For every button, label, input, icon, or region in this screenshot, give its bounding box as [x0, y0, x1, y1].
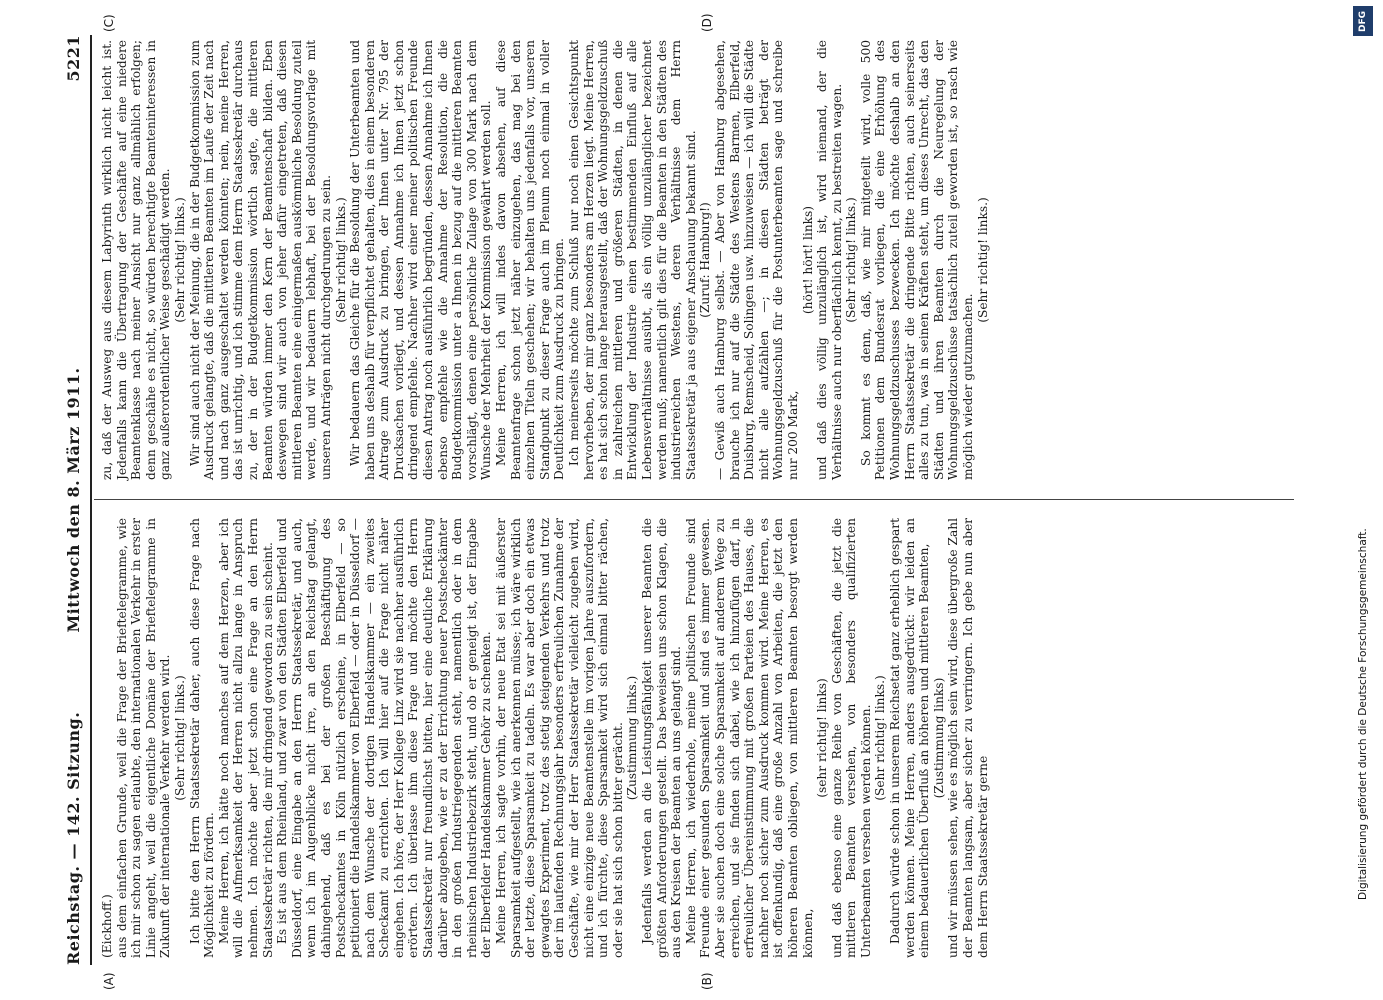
margin-mark-d: (D)	[700, 13, 714, 32]
interjection: (sehr richtig! links)	[815, 678, 830, 798]
paragraph: Jedenfalls werden an die Leistungsfähigkeit unserer Beamten die größten Anforderungen gestellt. Das beweisen uns schon Klagen, die aus den Kreisen der Beamten an uns gelangt sind.	[639, 518, 684, 958]
interjection: (Sehr richtig! links.)	[172, 675, 187, 801]
header-rule	[90, 35, 92, 965]
interjection: (Zustimmung links.)	[625, 675, 640, 801]
page-header	[60, 35, 90, 965]
paragraph: und wir müssen sehen, wie es möglich sein wird, diese übergroße Zahl der Beamten langsam, aber sicher zu verringern. Ich gebe nun aber dem Herrn Staatssekretär gerne	[946, 518, 990, 958]
left-column	[100, 518, 990, 958]
paragraph: Meine Herren, ich sagte vorhin, der neue Etat sei mit äußerster Sparsamkeit aufgestellt, wie ich anerkennen müsse; ich wäre wirklich der letzte, diese Sparsamkeit zu tadeln. Es war aber doch ein etwas gewagtes Experiment, trotz des stetig steigenden Verkehrs und trotz der im laufenden Rechnungsjahr besonders erfreulichen Zunahme der Geschäfte, wie mir der Herr Staatssekretär vielleicht zugeben wird, nicht eine einzige neue Beamtenstelle im vorigen Jahre auszufordern, und ich fürchte, diese Sparsamkeit wird sich einmal bitter rächen, oder sie hat sich schon bitter gerächt.	[494, 518, 625, 958]
paragraph: Wir sind auch nicht der Meinung, die in der Budgetkommission zum Ausdruck gelangte, daß die mittleren Beamten im Laufe der Zeit nach und nach ganz ausgeschaltet werden könnten; nein, meine Herren, das ist unrichtig, und ich stimme dem Herrn Staatssekretär durchaus zu, der in der Budgetkommission wörtlich sagte, die mittleren Beamten würden immer den Kern der Beamtenschaft bilden. Eben deswegen sind wir auch von jeher dafür eingetreten, daß diesen mittleren Beamten eine einigermaßen auskömmliche Besoldung zuteil werde, und wir bedauern lebhaft, bei der Besoldungsvorlage mit unseren Anträgen nicht durchgedrungen zu sein.	[187, 40, 333, 480]
interjection: (Sehr richtig! links.)	[844, 197, 859, 323]
interjection: (Zustimmung links)	[931, 677, 946, 799]
margin-mark-c: (C)	[102, 14, 116, 32]
side-strip	[1343, 0, 1383, 1000]
paragraph: zu, daß der Ausweg aus diesem Labyrinth wirklich nicht leicht ist. Jedenfalls kann die Übertragung der Geschäfte auf eine niedere Beamtenklasse nach meiner Ansicht nur ganz allmählich erfolgen; denn geschähe es nicht, so würden berechtigte Beamteninteressen in ganz außerordentlicher Weise geschädigt werden.	[100, 40, 173, 480]
column-divider	[94, 499, 1294, 500]
header-session: Reichstag. — 142. Sitzung.	[64, 711, 83, 965]
paragraph: Wir bedauern das Gleiche für die Besoldung der Unterbeamten und haben uns deshalb für verpflichtet gehalten, dies in einem besonderen Antrage zum Ausdruck zu bringen, der Ihnen unter Nr. 795 der Drucksachen vorliegt, und dessen Annahme ich Ihnen jetzt schon dringend empfehle. Nachher wird einer meiner politischen Freunde diesen Antrag noch ausführlich begründen, dessen Annahme ich Ihnen ebenso empfehle wie die Annahme der Resolution, die die Budgetkommission unter a Ihnen in bezug auf die mittleren Beamten vorschlägt, denen eine persönliche Zulage von 300 Mark nach dem Wunsche der Mehrheit der Kommission gewährt werden soll.	[348, 40, 494, 480]
interjection: (Sehr richtig! links.)	[873, 675, 888, 801]
paragraph: Meine Herren, ich wiederhole, meine politischen Freunde sind Freunde einer gesunden Sparsamkeit und sind es immer gewesen. Aber sie suchen doch eine solche Sparsamkeit auf anderem Wege zu erreichen, und sie finden sich dabei, wie ich hinzufügen darf, in erfreulicher Übereinstimmung mit großen Parteien des Hauses, die nachher noch sicher zum Ausdruck kommen wird. Meine Herren, es ist offenkundig, daß eine große Anzahl von Arbeiten, die jetzt den höheren Beamten obliegen, von mittleren Beamten besorgt werden können,	[683, 518, 815, 958]
paragraph: und daß dies völlig unzulänglich ist, wird niemand, der die Verhältnisse auch nur oberflächlich kennt, zu bestreiten wagen.	[815, 40, 844, 480]
header-page-number: 5221	[64, 35, 83, 82]
header-date: Mittwoch den 8. März 1911.	[64, 367, 83, 633]
interjection: (Zuruf: Hamburg!)	[698, 202, 713, 318]
paragraph: aus dem einfachen Grunde, weil die Frage der Brieftelegramme, wie ich mir schon zu sagen erlaubte, den internationalen Verkehr in erster Linie angeht, weil die eigentliche Domäne der Brieftelegramme in Zukunft der internationale Verkehr werden wird.	[114, 518, 173, 958]
interjection: (Sehr richtig! links.)	[172, 197, 187, 323]
margin-mark-a: (A)	[102, 972, 116, 990]
paragraph: Dadurch würde schon in unserem Reichsetat ganz erheblich gespart werden können. Meine Herren, anders ausgedrückt: wir leiden an einem bedauerlichen Überfluß an höheren und mittleren Beamten,	[888, 518, 932, 958]
interjection: (Sehr richtig! links.)	[975, 197, 990, 323]
paragraph: und daß ebenso eine ganze Reihe von Geschäften, die jetzt die mittleren Beamten versehen, von besonders qualifizierten Unterbeamten versehen werden können.	[829, 518, 873, 958]
paragraph: Meine Herren, ich hätte noch manches auf dem Herzen, aber ich will die Aufmerksamkeit der Herren nicht allzu lange in Anspruch nehmen. Ich möchte aber jetzt schon eine Frage an den Herrn Staatssekretär richten, die mir dringend geworden zu sein scheint.	[216, 518, 275, 958]
margin-mark-b: (B)	[700, 972, 714, 990]
paragraph: — Gewiß auch Hamburg selbst. — Aber von Hamburg abgesehen, brauche ich nur auf die Städte des Westens Barmen, Elberfeld, Duisburg, Remscheid, Solingen usw. hinzuweisen — ich will die Städte nicht alle aufzählen —; in diesen Städten beträgt der Wohnungsgeldzuschuß für die Postunterbeamten sage und schreibe nur 200 Mark,	[712, 40, 800, 480]
paragraph: Ich meinerseits möchte zum Schluß nur noch einen Gesichtspunkt hervorheben, der mir ganz besonders am Herzen liegt. Meine Herren, es hat sich schon lange herausgestellt, daß der Wohnungsgeldzuschuß in zahlreichen mittleren und größeren Städten, in denen die Entwicklung der Industrie einen bestimmenden Einfluß auf alle Lebensverhältnisse ausübt, als ein völlig unzulänglicher bezeichnet werden muß; namentlich gilt dies für die Beamten in den Städten des industriereichen Westens, deren Verhältnisse dem Herrn Staatssekretär ja aus eigener Anschauung bekannt sind.	[567, 40, 698, 480]
interjection: (hört! hört! links)	[800, 205, 815, 315]
dfg-logo: DFG	[1353, 6, 1373, 36]
paragraph: Es ist aus dem Rheinland, und zwar von den Städten Elberfeld und Düsseldorf, eine Eingabe an den Herrn Staatssekretär, und auch, wenn ich im Augenblicke nicht irre, an den Reichstag gelangt, dahingehend, daß es bei der großen Beschäftigung des Postscheckamtes in Köln nützlich erscheine, in Elberfeld — so petitioniert die Handelskammer von Elberfeld — oder in Düsseldorf — nach dem Wunsche der dortigen Handelskammer — ein zweites Scheckamt zu errichten. Ich will hier auf die Frage nicht näher eingehen. Ich höre, der Herr Kollege Linz wird sie nachher ausführlich erörtern. Ich überlasse ihm diese Frage und möchte den Herrn Staatssekretär nur freundlichst bitten, hier eine deutliche Erklärung darüber abzugeben, wie er zu der Errichtung neuer Postscheckämter in den großen Industriegegenden steht, namentlich oder in dem rheinischen Industriebezirk steht, und ob er geneigt ist, der Eingabe der Elberfelder Handelskammer Gehör zu schenken.	[275, 518, 494, 958]
paragraph: So kommt es denn, daß, wie mir mitgeteilt wird, volle 500 Petitionen dem Bundesrat vorliegen, die eine Erhöhung des Wohnungsgeldzuschusses bezwecken. Ich möchte deshalb an den Herrn Staatssekretär die dringende Bitte richten, auch seinerseits alles zu tun, was in seinen Kräften steht, um dieses Unrecht, das den Städten und ihren Beamten durch die Neuregelung der Wohnungsgeldzuschüsse tatsächlich zuteil geworden ist, so rasch wie möglich wieder gutzumachen.	[858, 40, 976, 480]
right-column	[100, 40, 990, 480]
digitization-credit: Digitalisierung gefördert durch die Deutsche Forschungsgemeinschaft.	[1357, 528, 1369, 900]
paragraph: Ich bitte den Herrn Staatssekretär daher, auch diese Frage nach Möglichkeit zu fördern.	[187, 518, 217, 958]
speaker-name: (Eickhoff.)	[100, 894, 114, 958]
interjection: (Sehr richtig! links.)	[333, 197, 348, 323]
paragraph: Meine Herren, ich will indes davon absehen, auf diese Beamtenfrage schon jetzt näher einzugehen, das mag bei den einzelnen Titeln geschehen; wir behalten uns jedenfalls vor, unseren Standpunkt zu dieser Frage auch im Plenum noch einmal in voller Deutlichkeit zum Ausdruck zu bringen.	[494, 40, 567, 480]
page-content	[60, 0, 1320, 1000]
